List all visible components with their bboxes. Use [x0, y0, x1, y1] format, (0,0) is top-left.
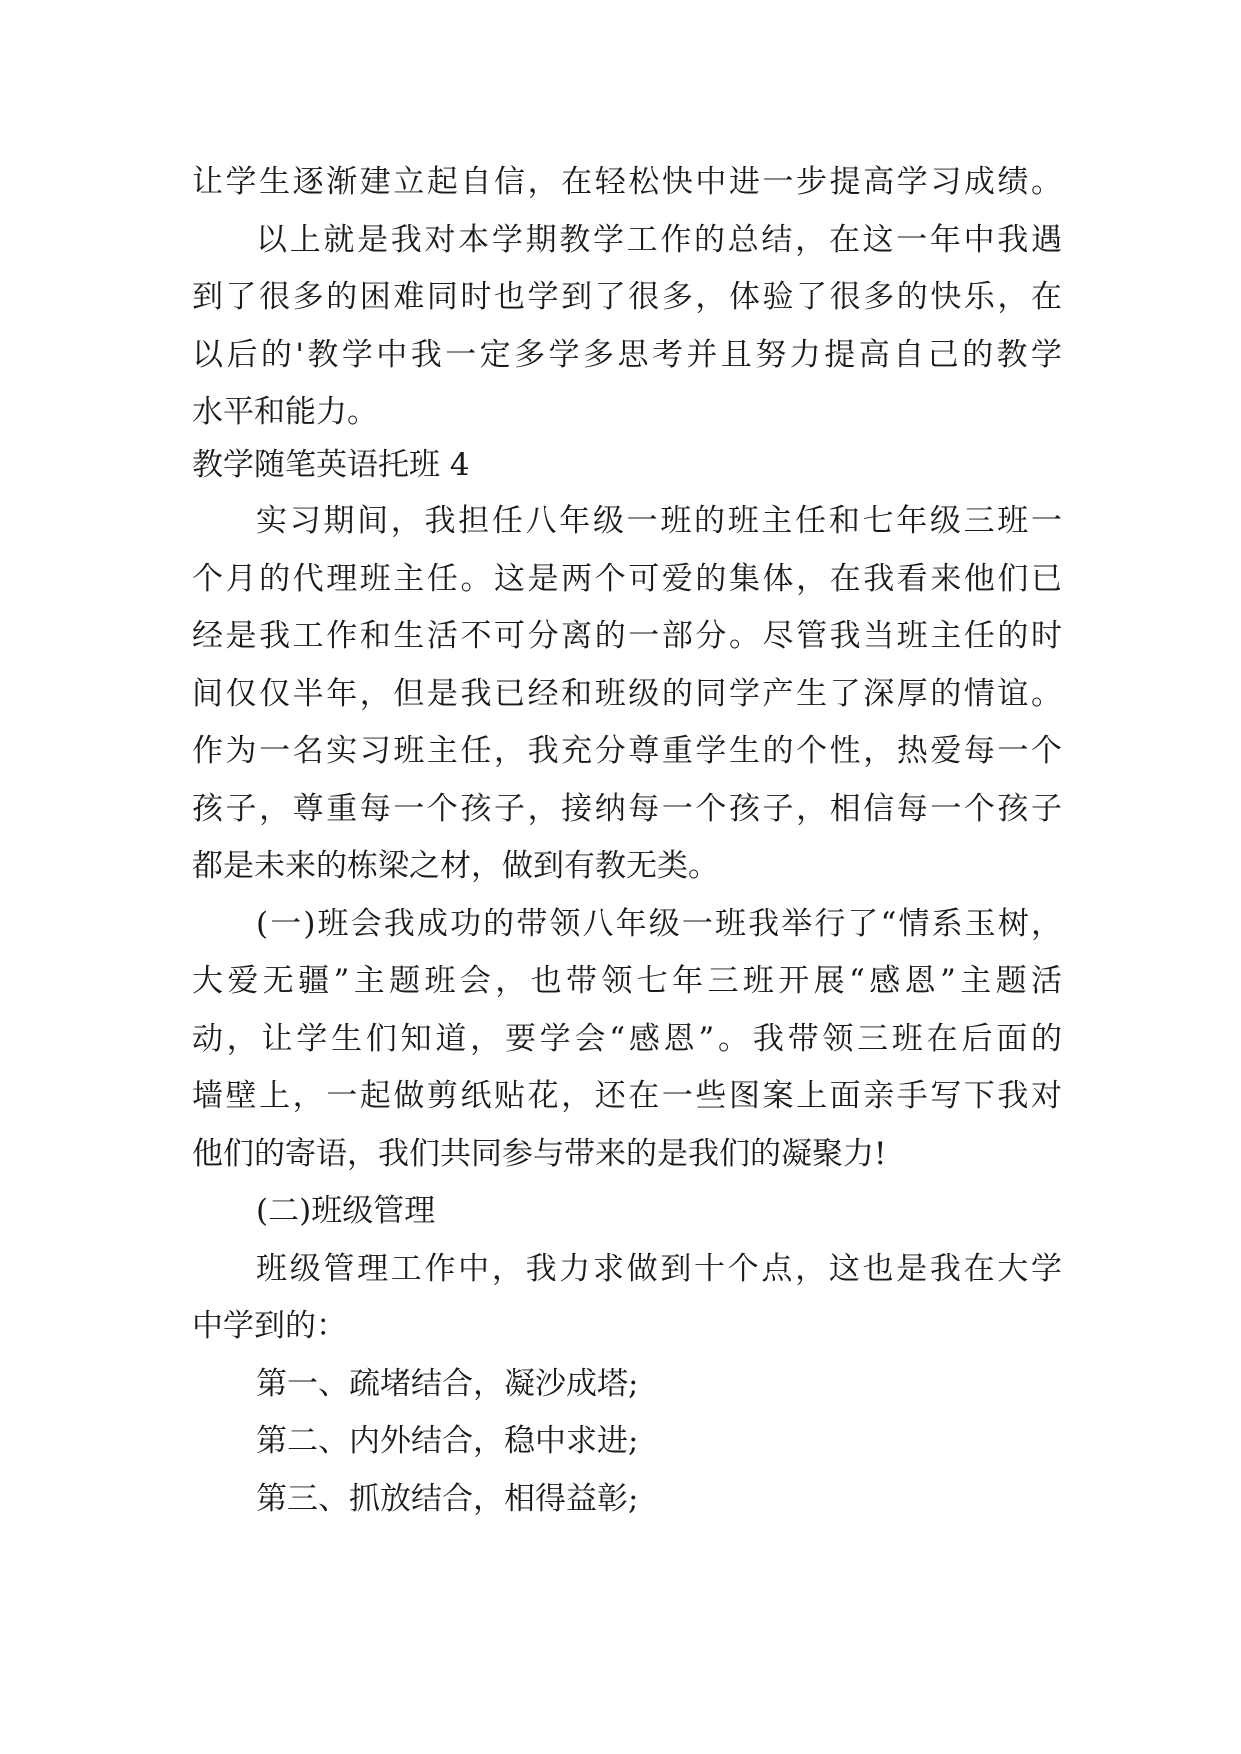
text-line: 个月的代理班主任。这是两个可爱的集体，在我看来他们已	[192, 561, 1062, 597]
text-line: 都是未来的栋梁之材，做到有教无类。	[192, 848, 719, 884]
text-line: 间仅仅半年，但是我已经和班级的同学产生了深厚的情谊。	[192, 676, 1062, 712]
paragraph-start-line: 班级管理工作中，我力求做到十个点，这也是我在大学	[256, 1251, 1062, 1287]
text-line: 大爱无疆”主题班会，也带领七年三班开展“感恩”主题活	[192, 963, 1062, 999]
text-line: 中学到的：	[192, 1308, 347, 1344]
paragraph-start-line: (一)班会我成功的带领八年级一班我举行了“情系玉树，	[256, 906, 1062, 942]
text-line: 他们的寄语，我们共同参与带来的是我们的凝聚力!	[192, 1136, 887, 1172]
text-line: 孩子，尊重每一个孩子，接纳每一个孩子，相信每一个孩子	[192, 791, 1062, 827]
text-line: 水平和能力。	[192, 394, 378, 430]
text-line: 经是我工作和生活不可分离的一部分。尽管我当班主任的时	[192, 618, 1062, 654]
section-heading: 教学随笔英语托班 4	[192, 447, 470, 483]
text-line: 以后的'教学中我一定多学多思考并且努力提高自己的教学	[192, 337, 1062, 373]
text-line: 到了很多的困难同时也学到了很多，体验了很多的快乐，在	[192, 279, 1062, 315]
list-item: 第二、内外结合，稳中求进;	[256, 1423, 639, 1459]
paragraph-start-line: 以上就是我对本学期教学工作的总结，在这一年中我遇	[256, 222, 1062, 258]
paragraph-start-line: 实习期间，我担任八年级一班的班主任和七年级三班一	[256, 503, 1062, 539]
text-line: 让学生逐渐建立起自信，在轻松快中进一步提高学习成绩。	[192, 164, 1062, 200]
list-item: 第三、抓放结合，相得益彰;	[256, 1481, 639, 1517]
text-line: 动，让学生们知道，要学会“感恩”。我带领三班在后面的	[192, 1021, 1062, 1057]
text-line: 墙壁上，一起做剪纸贴花，还在一些图案上面亲手写下我对	[192, 1078, 1062, 1114]
text-line: 作为一名实习班主任，我充分尊重学生的个性，热爱每一个	[192, 733, 1062, 769]
subsection-heading: (二)班级管理	[256, 1193, 436, 1229]
list-item: 第一、疏堵结合，凝沙成塔;	[256, 1366, 639, 1402]
